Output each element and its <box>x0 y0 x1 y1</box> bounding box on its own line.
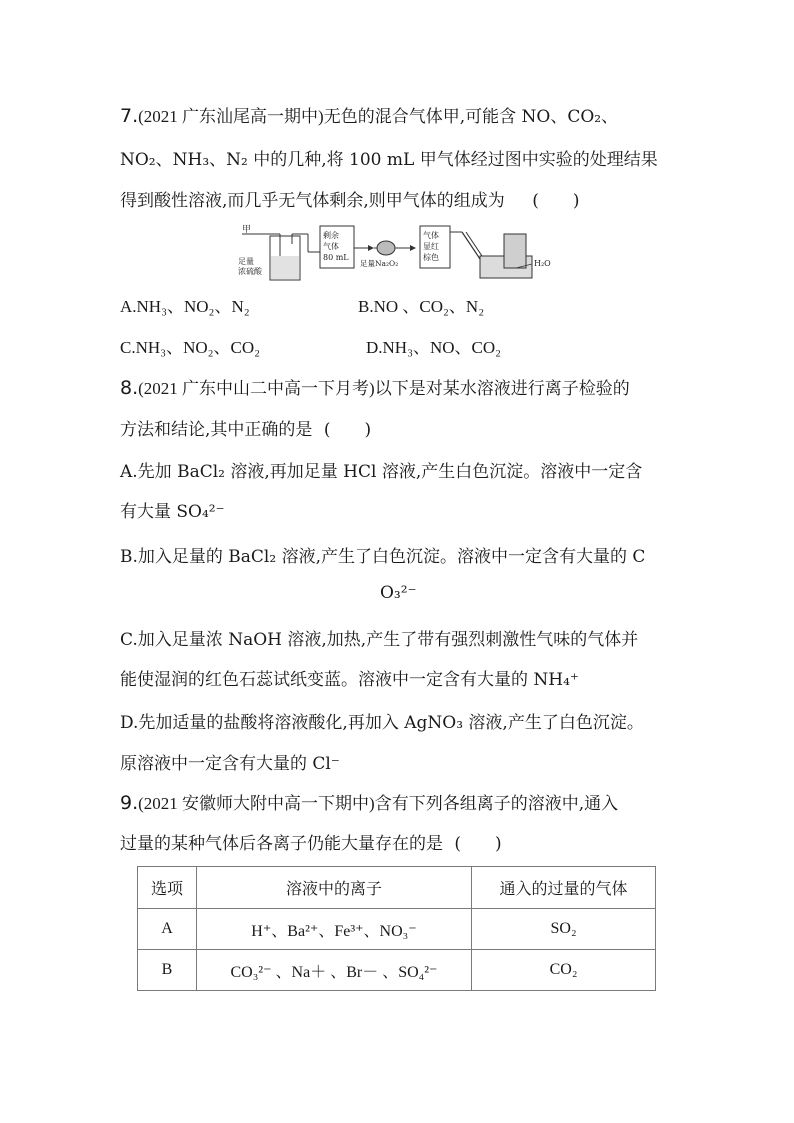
q9-stem-1: 含有下列各组离子的溶液中,通入 <box>374 794 619 814</box>
box2-label-1: 气体 <box>423 231 439 240</box>
box2-label-3: 棕色 <box>423 253 439 262</box>
apparatus-figure <box>240 222 560 284</box>
table-header-ions: 溶液中的离子 <box>197 867 472 909</box>
q7-stem-1: 无色的混合气体甲,可能含 NO、CO₂、 <box>323 107 619 127</box>
q7-stem-3: 得到酸性溶液,而几乎无气体剩余,则甲气体的组成为 <box>120 191 505 211</box>
table-cell-ions: CO₃²⁻ 、Na＋ 、Br－ 、SO₄²⁻ <box>197 950 472 991</box>
collecting-jar-icon <box>504 234 526 268</box>
bottle1-label-2: 浓硫酸 <box>238 267 262 276</box>
bottle1-label-1: 足量 <box>238 257 254 266</box>
q8-number: 8. <box>120 377 139 399</box>
q8-option-b-line-1[interactable]: B.加入足量的 BaCl₂ 溶液,产生了白色沉淀。溶液中一定含有大量的 C <box>120 547 646 567</box>
box1-label-1: 剩余 <box>323 231 339 240</box>
q7-number: 7. <box>120 105 139 127</box>
q8-option-a-line-1[interactable]: A.先加 BaCl₂ 溶液,再加足量 HCl 溶液,产生白色沉淀。溶液中一定含 <box>120 462 643 482</box>
q7-stem-2: NO₂、NH₃、N₂ 中的几种,将 100 mL 甲气体经过图中实验的处理结果 <box>120 150 658 170</box>
q7-option-d[interactable]: D.NH₃、NO、CO₂ <box>366 338 502 357</box>
q7-option-b[interactable]: B.NO 、CO₂、N₂ <box>358 297 485 316</box>
q9-answer-paren: ( ) <box>454 834 502 854</box>
box1-label-3: 80 mL <box>323 253 349 262</box>
q9-ion-table <box>137 866 656 991</box>
q8-option-c-line-1[interactable]: C.加入足量浓 NaOH 溶液,加热,产生了带有强烈刺激性气味的气体并 <box>120 630 639 650</box>
table-cell-ions: H⁺、Ba²⁺、Fe³⁺、NO₃⁻ <box>197 909 472 950</box>
table-cell-gas: SO₂ <box>472 909 656 950</box>
q8-option-d-line-2: 原溶液中一定含有大量的 Cl⁻ <box>120 754 340 774</box>
q8-answer-paren: ( ) <box>323 420 372 440</box>
q7-option-c[interactable]: C.NH₃、NO₂、CO₂ <box>120 338 261 357</box>
q8-stem-1: 以下是对某水溶液进行离子检验的 <box>374 379 630 399</box>
table-header-option: 选项 <box>138 867 197 909</box>
box2-label-2: 显红 <box>423 242 439 251</box>
table-row <box>138 950 656 991</box>
q9-line-1 <box>120 791 618 816</box>
drying-tube-icon <box>377 241 395 255</box>
q8-source: (2021 广东中山二中高一下月考) <box>138 379 375 398</box>
box1-label-2: 气体 <box>323 242 339 251</box>
table-header-row <box>138 867 656 909</box>
q8-line-2 <box>120 418 371 442</box>
q7-source: (2021 广东汕尾高一期中) <box>138 107 324 126</box>
q7-line-1 <box>120 104 618 129</box>
q8-option-d-line-1[interactable]: D.先加适量的盐酸将溶液酸化,再加入 AgNO₃ 溶液,产生了白色沉淀。 <box>120 713 644 733</box>
q8-line-1 <box>120 376 630 401</box>
q9-source: (2021 安徽师大附中高一下期中) <box>138 794 375 813</box>
q9-number: 9. <box>120 792 139 814</box>
q7-option-a[interactable]: A.NH₃、NO₂、N₂ <box>120 297 250 316</box>
table-header-gas: 通入的过量的气体 <box>472 867 656 909</box>
table-cell-option: A <box>138 909 197 950</box>
q7-answer-paren: ( ) <box>532 191 580 211</box>
q8-option-c-line-2: 能使湿润的红色石蕊试纸变蓝。溶液中一定含有大量的 NH₄⁺ <box>120 670 579 690</box>
q9-line-2 <box>120 832 502 856</box>
table-row <box>138 909 656 950</box>
q9-stem-2: 过量的某种气体后各离子仍能大量存在的是 <box>120 834 443 854</box>
q8-option-b-line-2: O₃²⁻ <box>380 583 417 603</box>
q7-line-3 <box>120 189 579 213</box>
water-label: H₂O <box>534 259 551 268</box>
q8-option-a-line-2: 有大量 SO₄²⁻ <box>120 502 225 522</box>
q8-stem-2: 方法和结论,其中正确的是 <box>120 420 313 440</box>
table-cell-gas: CO₂ <box>472 950 656 991</box>
figure-input-label: 甲 <box>242 225 252 235</box>
tube-label: 足量Na₂O₂ <box>360 259 399 268</box>
table-cell-option: B <box>138 950 197 991</box>
